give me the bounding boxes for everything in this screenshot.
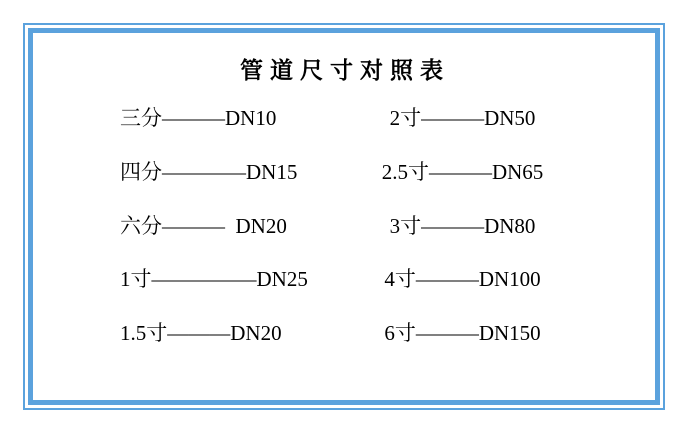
dash-line: ————— <box>151 267 257 291</box>
dn-value: DN20 <box>235 214 287 238</box>
dash-line: ——— <box>415 267 479 291</box>
dn-value: DN100 <box>478 267 541 291</box>
table-cell <box>120 320 282 347</box>
size-label: 6寸 <box>384 321 416 345</box>
table-cell <box>355 320 570 347</box>
size-label: 四分 <box>120 160 162 184</box>
table-row <box>0 159 690 186</box>
table-cell <box>120 159 297 186</box>
table-cell <box>355 159 570 186</box>
table-cell <box>120 213 287 240</box>
table-cell <box>120 266 308 293</box>
size-label: 1.5寸 <box>120 321 168 345</box>
dn-value: DN65 <box>491 160 544 184</box>
dn-value: DN15 <box>246 160 298 184</box>
table-row <box>0 105 690 132</box>
dash-line: ——— <box>167 321 231 345</box>
dn-value: DN50 <box>484 106 536 130</box>
size-label: 六分 <box>120 214 162 238</box>
table-cell <box>355 213 570 240</box>
table-row <box>0 320 690 347</box>
size-label: 3寸 <box>389 214 422 238</box>
table-row <box>0 213 690 240</box>
dn-value: DN25 <box>256 267 308 291</box>
size-label: 2.5寸 <box>381 160 429 184</box>
dn-value: DN80 <box>484 214 536 238</box>
dash-line: ——— <box>428 160 492 184</box>
size-label: 三分 <box>120 106 162 130</box>
dash-line: ——— <box>415 321 479 345</box>
table-cell <box>120 105 276 132</box>
table-cell <box>355 105 570 132</box>
table-title: 管道尺寸对照表 <box>240 58 450 83</box>
dash-line: ——— <box>421 106 485 130</box>
size-label: 1寸 <box>120 267 152 291</box>
size-label: 4寸 <box>384 267 416 291</box>
table-cell <box>355 266 570 293</box>
dash-line: ——— <box>162 214 236 238</box>
dash-line: ——— <box>162 106 225 130</box>
dn-value: DN20 <box>230 321 282 345</box>
size-label: 2寸 <box>389 106 422 130</box>
dn-value: DN10 <box>225 106 277 130</box>
table-row <box>0 266 690 293</box>
dash-line: ——— <box>421 214 485 238</box>
dn-value: DN150 <box>478 321 541 345</box>
dash-line: ———— <box>162 160 246 184</box>
